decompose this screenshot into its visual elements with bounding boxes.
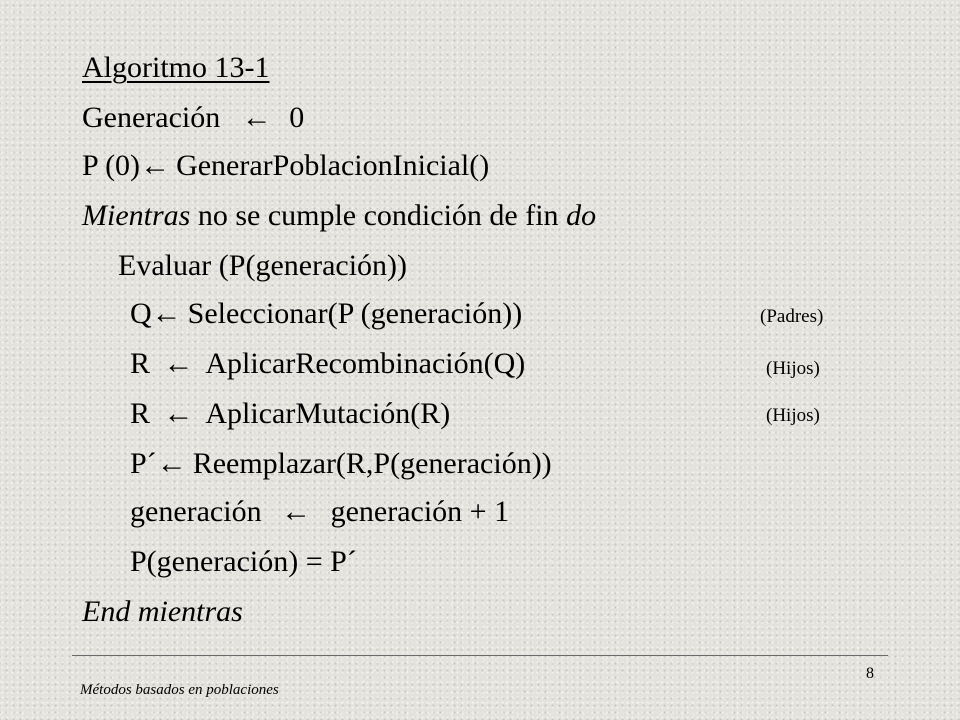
- line-end: [82, 594, 243, 630]
- note-children-2: (Hijos): [766, 405, 820, 426]
- line-replace: [130, 446, 552, 482]
- left-arrow-icon: ←: [151, 297, 182, 330]
- line-mutate-lhs: R: [130, 397, 151, 430]
- line-mutate-rhs: AplicarMutación(R): [205, 397, 451, 430]
- note-children-1: (Hijos): [766, 358, 820, 379]
- line-init-population-lhs: P (0): [82, 149, 141, 182]
- left-arrow-icon: ←: [241, 101, 272, 134]
- keyword-mientras: Mientras: [82, 199, 191, 232]
- while-condition: no se cumple condición de fin: [190, 199, 567, 232]
- line-init-generation: [82, 100, 304, 136]
- line-increment-lhs: generación: [130, 495, 262, 528]
- left-arrow-icon: ←: [163, 347, 194, 380]
- line-assign: P(generación) = P´: [130, 545, 357, 578]
- line-evaluate: Evaluar (P(generación)): [118, 249, 408, 282]
- line-increment: [130, 494, 509, 530]
- line-init-generation-lhs: Generación: [82, 101, 221, 134]
- line-replace-lhs: P´: [130, 447, 157, 480]
- line-select-lhs: Q: [130, 297, 152, 330]
- line-recombine: [130, 346, 525, 382]
- page-number: 8: [866, 665, 874, 682]
- left-arrow-icon: ←: [156, 447, 187, 480]
- left-arrow-icon: ←: [281, 495, 312, 528]
- line-recombine-lhs: R: [130, 347, 151, 380]
- line-mutate: [130, 396, 450, 432]
- keyword-do: do: [566, 199, 597, 232]
- line-replace-rhs: Reemplazar(R,P(generación)): [192, 447, 552, 480]
- line-increment-rhs: generación + 1: [330, 495, 510, 528]
- keyword-end-mientras: End mientras: [82, 595, 243, 628]
- line-init-generation-rhs: 0: [289, 101, 305, 134]
- footer-caption: Métodos basados en poblaciones: [80, 682, 279, 698]
- note-parents: (Padres): [760, 306, 824, 327]
- line-while: [82, 198, 596, 234]
- left-arrow-icon: ←: [163, 397, 194, 430]
- line-init-population: [82, 148, 489, 184]
- left-arrow-icon: ←: [140, 149, 171, 182]
- algorithm-title: Algoritmo 13-1: [82, 51, 270, 84]
- line-recombine-rhs: AplicarRecombinación(Q): [205, 347, 526, 380]
- footer-divider: [72, 655, 888, 656]
- line-init-population-rhs: GenerarPoblacionInicial(): [176, 149, 490, 182]
- line-select: [130, 296, 522, 332]
- line-select-rhs: Seleccionar(P (generación)): [187, 297, 523, 330]
